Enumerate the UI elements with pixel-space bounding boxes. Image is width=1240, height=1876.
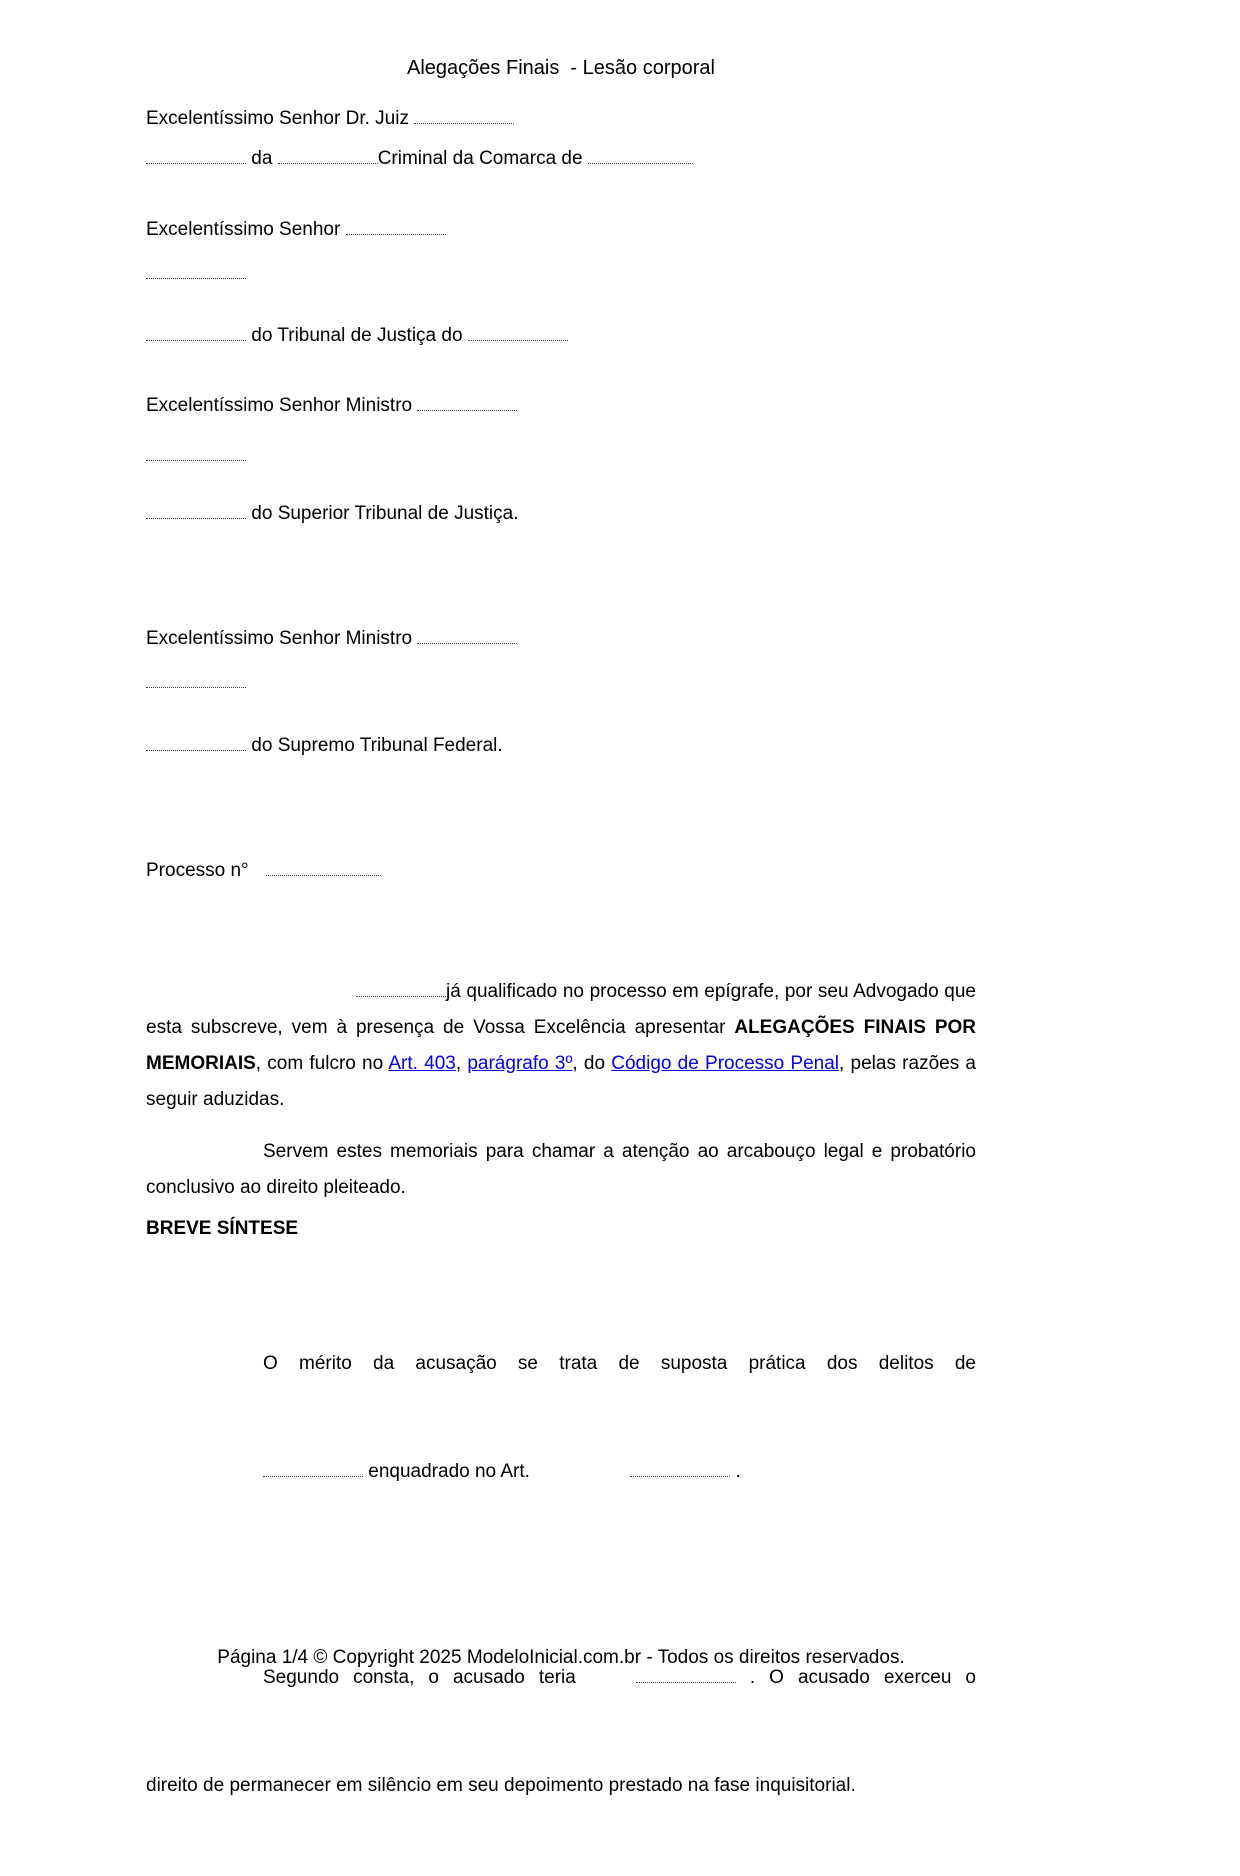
spacer [535,1476,630,1477]
blank-field [146,265,246,279]
salutation-ministro-stj-text: Excelentíssimo Senhor Ministro [146,395,418,416]
blank-field [146,327,246,341]
blank-field [146,150,246,164]
salutation-desembargador-text: Excelentíssimo Senhor [146,219,346,240]
salutation-ministro-stj-blank-line [146,445,976,467]
salutation-ministro-stj-line-3 [146,503,976,525]
p3-text-enquadrado: enquadrado no Art. [363,1461,536,1482]
salutation-desembargador-line-1 [146,219,976,241]
salutation-judge-da-text: da [246,148,278,169]
p1-text-2: , com fulcro no [255,1053,389,1074]
p4-line-2: direito de permanecer em silêncio em seu depoimento prestado na fase inquisitorial. [146,1775,856,1796]
salutation-supremo-tribunal-text: do Supremo Tribunal Federal. [246,735,503,756]
salutation-ministro-stf-text: Excelentíssimo Senhor Ministro [146,628,418,649]
salutation-judge-text: Excelentíssimo Senhor Dr. Juiz [146,108,415,129]
blank-field [146,505,246,519]
blank-field [263,1463,363,1477]
page-footer: Página 1/4 © Copyright 2025 ModeloInicial.com.br - Todos os direitos reservados. [217,1647,905,1668]
blank-field [356,983,446,997]
p1-text-4: , do [572,1053,612,1074]
blank-field [266,862,381,876]
section-heading-breve-sintese: BREVE SÍNTESE [146,1218,299,1239]
body-paragraph-segundo-consta [146,1588,976,1876]
p1-text-3: , [455,1053,468,1074]
blank-field [636,1669,736,1683]
salutation-judge-line-1 [146,108,976,130]
p3-line-1: O mérito da acusação se trata de suposta prática dos delitos de [263,1353,976,1374]
p1-text-5: , pelas razões a seguir aduzidas. [146,1053,982,1110]
blank-field [414,110,514,124]
blank-field [468,327,568,341]
body-paragraph-memoriais: Servem estes memoriais para chamar a atenção ao arcabouço legal e probatório conclusivo ao direito pleiteado. [146,1141,982,1198]
blank-field [278,150,378,164]
salutation-ministro-stf-line-3 [146,735,976,757]
p4-text-2: . O acusado exerceu o [735,1667,977,1688]
processo-label: Processo n° [146,860,254,881]
blank-field [417,397,517,411]
spacer [576,1682,636,1683]
body-paragraph-qualificacao [146,974,982,1118]
p1-text-1: já qualificado no processo em epígrafe, por seu Advogado que esta subscreve, vem à presença de Vossa Excelência apresentar [146,981,982,1038]
blank-field [146,674,246,688]
salutation-desembargador-blank-line [146,263,976,285]
salutation-judge-line-2 [146,148,976,170]
blank-field [417,630,517,644]
body-paragraph-merito [146,1274,976,1562]
p3-line-2 [263,1454,976,1490]
blank-field [146,447,246,461]
processo-number-line [146,860,976,882]
blank-field [588,150,693,164]
p1-bold-alegacoes-finais: ALEGAÇÕES FINAIS POR MEMORIAIS [146,1017,982,1074]
link-art-403[interactable]: Art. 403 [388,1053,456,1074]
salutation-ministro-stj-line-1 [146,395,976,417]
salutation-ministro-stf-blank-line [146,672,976,694]
salutation-desembargador-line-3 [146,325,976,347]
p4-text-1: Segundo consta, o acusado teria [263,1667,576,1688]
blank-field [630,1463,730,1477]
salutation-judge-criminal-text: Criminal da Comarca de [377,148,588,169]
salutation-ministro-stf-line-1 [146,628,976,650]
p3-text-period: . [730,1461,741,1482]
link-paragrafo-3[interactable]: parágrafo 3º [467,1053,573,1074]
salutation-superior-tribunal-text: do Superior Tribunal de Justiça. [246,503,519,524]
blank-field [146,737,246,751]
blank-field [346,221,446,235]
document-title: Alegações Finais - Lesão corporal [407,57,715,79]
salutation-tribunal-justica-text: do Tribunal de Justiça do [246,325,468,346]
link-codigo-processo-penal[interactable]: Código de Processo Penal [611,1053,840,1074]
